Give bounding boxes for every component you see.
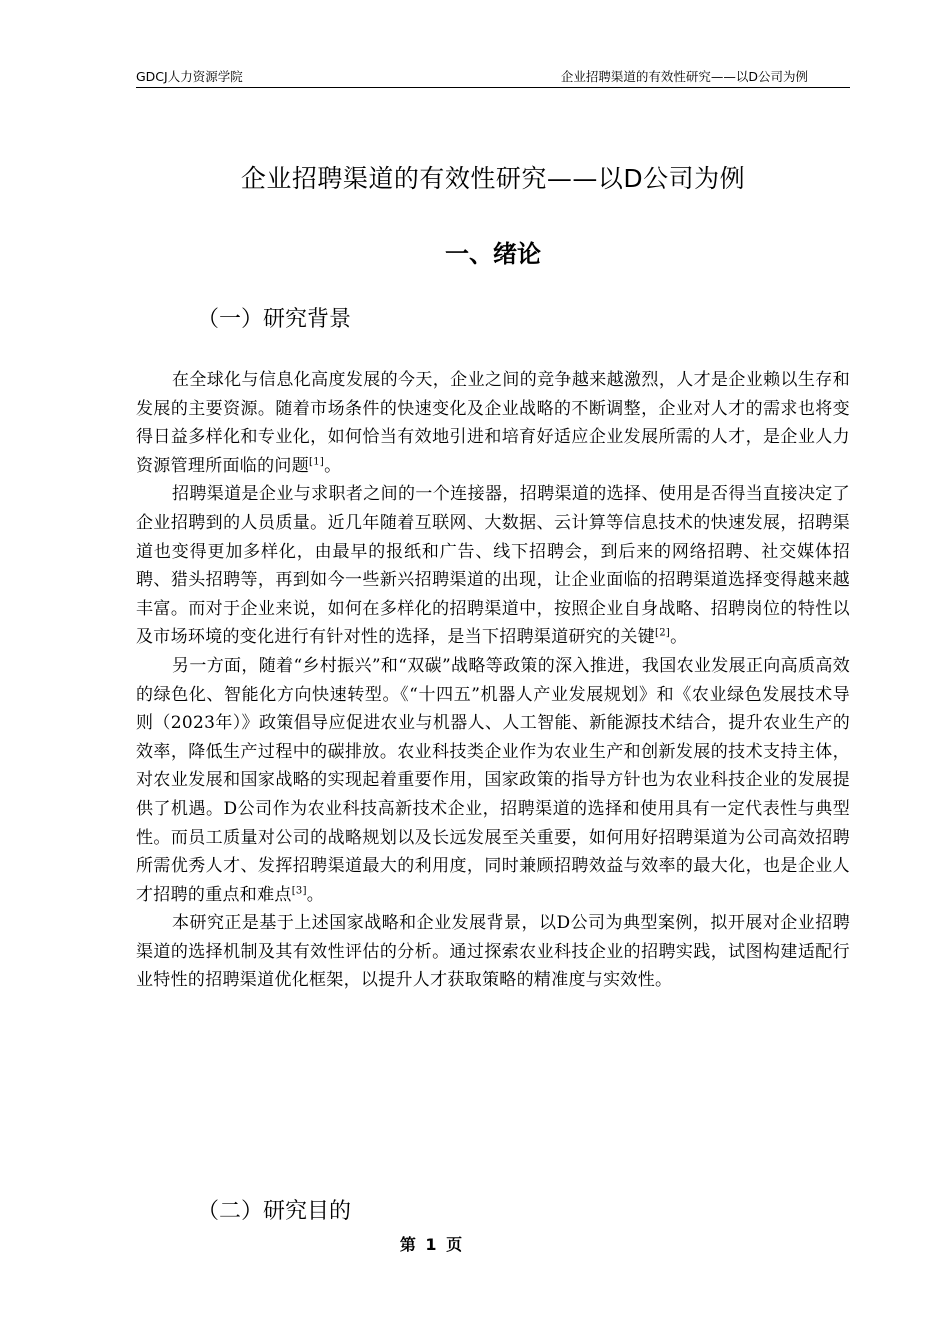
document-title: 企业招聘渠道的有效性研究——以D公司为例	[240, 164, 746, 193]
section-heading-purpose: （二）研究目的	[197, 1199, 352, 1224]
citation-ref[interactable]: [2]	[655, 627, 671, 639]
body-text	[136, 366, 850, 995]
paragraph-text: 招聘渠道是企业与求职者之间的一个连接器，招聘渠道的选择、使用是否得当直接决定了企业招聘到的人员质量。近几年随着互联网、大数据、云计算等信息技术的快速发展，招聘渠道也变得更加多样化，由最早的报纸和广告、线下招聘会，到后来的网络招聘、社交媒体招聘、猎头招聘等，再到如今一些新兴招聘渠道的出现，让企业面临的招聘渠道选择变得越来越丰富。而对于企业来说，如何在多样化的招聘渠道中，按照企业自身战略、招聘岗位的特性以及市场环境的变化进行有针对性的选择，是当下招聘渠道研究的关键	[136, 484, 850, 648]
paragraph-tail: 。	[306, 884, 325, 905]
chapter-heading: 一、绪论	[445, 240, 541, 268]
paragraph-text: 另一方面，随着“乡村振兴”和“双碳”战略等政策的深入推进，我国农业发展正向高质高效的绿色化、智能化方向快速转型。《“十四五”机器人产业发展规划》和《农业绿色发展技术导则（2023年）》政策倡导应促进农业与机器人、人工智能、新能源技术结合，提升农业生产的效率，降低生产过程中的碳排放。农业科技类企业作为农业生产和创新发展的技术支持主体，对农业发展和国家战略的实现起着重要作用，国家政策的指导方针也为农业科技企业的发展提供了机遇。D公司作为农业科技高新技术企业，招聘渠道的选择和使用具有一定代表性与典型性。而员工质量对公司的战略规划以及长远发展至关重要，如何用好招聘渠道为公司高效招聘所需优秀人才、发挥招聘渠道最大的利用度，同时兼顾招聘效益与效率的最大化，也是企业人才招聘的重点和难点	[136, 655, 850, 905]
paragraph-tail: 。	[324, 455, 342, 476]
paragraph-text: 在全球化与信息化高度发展的今天，企业之间的竞争越来越激烈，人才是企业赖以生存和发展的主要资源。随着市场条件的快速变化及企业战略的不断调整，企业对人才的需求也将变得日益多样化和专业化，如何恰当有效地引进和培育好适应企业发展所需的人才，是企业人力资源管理所面临的问题	[136, 370, 850, 476]
page-header	[136, 67, 850, 88]
paragraph	[136, 366, 850, 480]
header-running-title: 企业招聘渠道的有效性研究——以D公司为例	[560, 69, 808, 84]
paragraph-text: 本研究正是基于上述国家战略和企业发展背景，以D公司为典型案例，拟开展对企业招聘渠道的选择机制及其有效性评估的分析。通过探索农业科技企业的招聘实践，试图构建适配行业特性的招聘渠道优化框架，以提升人才获取策略的精准度与实效性。	[136, 913, 850, 991]
paragraph-tail: 。	[670, 627, 688, 648]
citation-ref[interactable]: [3]	[291, 885, 307, 897]
citation-ref[interactable]: [1]	[309, 456, 325, 468]
header-institution: GDCJ人力资源学院	[136, 69, 243, 84]
page-number: 第 1 页	[399, 1235, 463, 1254]
paragraph	[136, 909, 850, 995]
paragraph	[136, 652, 850, 909]
paragraph	[136, 480, 850, 652]
section-heading-background: （一）研究背景	[197, 307, 352, 332]
